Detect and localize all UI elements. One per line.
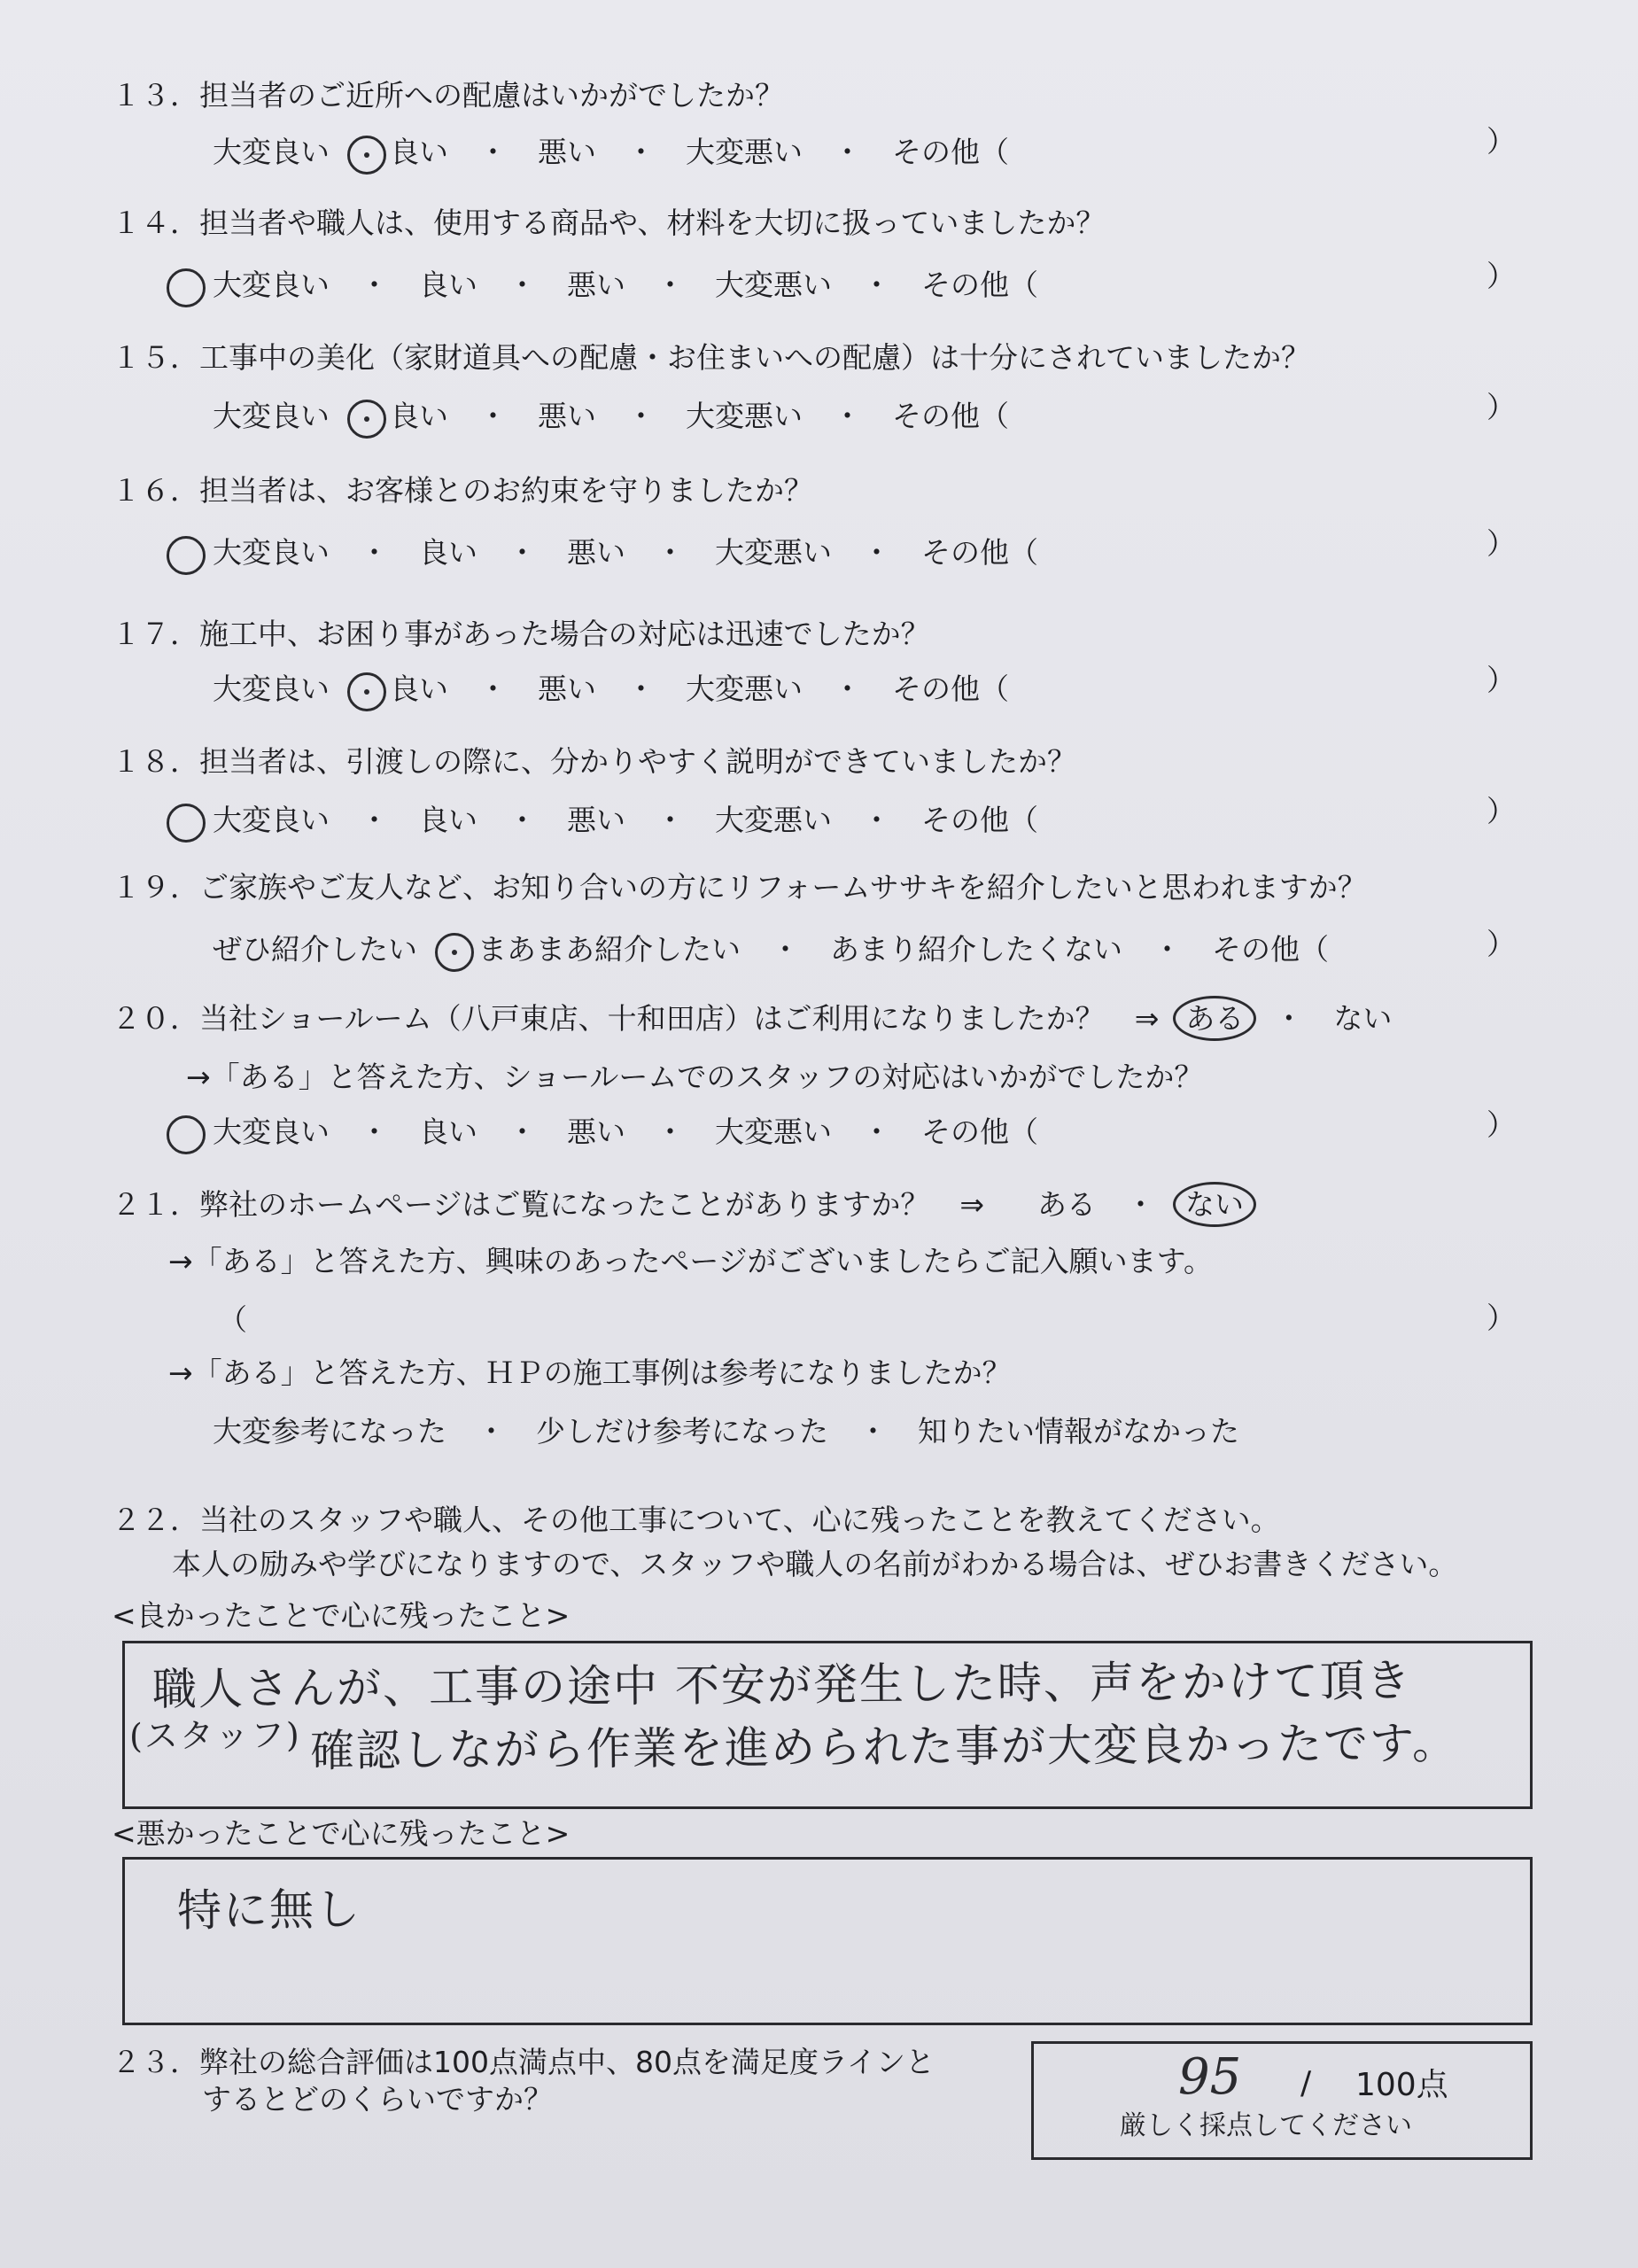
q23-question-line2: するとどのくらいですか？ <box>202 2082 553 2117</box>
q17-opt-3[interactable]: 大変悪い <box>686 672 803 706</box>
q14-opt-2[interactable]: 悪い <box>567 268 625 302</box>
selected-mark-icon <box>167 804 206 843</box>
q16-opt-1[interactable]: 良い <box>419 535 477 570</box>
q17-opt-2[interactable]: 悪い <box>538 672 596 706</box>
selected-mark-icon <box>167 1115 206 1154</box>
q16-opt-0[interactable]: 大変良い <box>213 535 330 571</box>
q14-question: １４．担当者や職人は、使用する商品や、材料を大切に扱っていましたか？ <box>112 206 1106 240</box>
q13-close: ） <box>1487 124 1516 159</box>
q13-opt-0[interactable]: 大変良い <box>213 135 330 169</box>
score-value: 95 <box>1178 2048 1242 2106</box>
q21-opt-0[interactable]: 大変参考になった <box>213 1414 446 1449</box>
q22-good-label: <良かったことで心に残ったこと> <box>112 1598 571 1633</box>
q14-opt-1[interactable]: 良い <box>419 268 477 302</box>
selected-mark-icon <box>435 933 474 972</box>
q20-opt-1[interactable]: 良い <box>419 1115 477 1149</box>
score-slash: / <box>1300 2065 1312 2101</box>
q15-opt-1[interactable]: 良い <box>390 399 448 434</box>
q14-opt-0[interactable]: 大変良い <box>213 268 330 303</box>
q22-question: ２２．当社のスタッフや職人、その他工事について、心に残ったことを教えてください。 <box>112 1503 1280 1537</box>
score-hint: 厳しく採点してください <box>1120 2110 1412 2141</box>
q20-opt-4[interactable]: その他（ <box>921 1115 1038 1149</box>
good-comment-line2: 確認しながら作業を進められた事が大変良かったです。 <box>309 1717 1459 1777</box>
q23-question-line1: ２３．弊社の総合評価は100点満点中、80点を満足度ラインと <box>112 2045 935 2079</box>
q21-open-paren: （ <box>218 1302 247 1337</box>
q19-question: １９．ご家族やご友人など、お知り合いの方にリフォームササキを紹介したいと思われますか？ <box>112 870 1367 905</box>
q15-opt-4[interactable]: その他（ <box>892 399 1009 433</box>
bad-comment-text: 特に無し <box>176 1884 362 1937</box>
q21-opt-2[interactable]: 知りたい情報がなかった <box>918 1414 1239 1449</box>
q16-question: １６．担当者は、お客様とのお約束を守りましたか？ <box>112 473 813 508</box>
good-comment-line1: 職人さんが、工事の途中 不安が発生した時、声をかけて頂き <box>151 1655 1413 1715</box>
q16-opt-2[interactable]: 悪い <box>567 535 625 570</box>
selected-mark-icon <box>1173 996 1256 1041</box>
q21-arrow: ⇒ <box>959 1187 984 1222</box>
q19-options: ぜひ紹介したい まあまあ紹介したい ・ あまり紹介したくない ・ その他（ <box>213 932 1329 967</box>
q15-options: 大変良い 良い ・ 悪い ・ 大変悪い ・ その他（ <box>213 399 1009 434</box>
q22-bad-label: <悪かったことで心に残ったこと> <box>112 1816 571 1851</box>
q18-opt-2[interactable]: 悪い <box>567 803 625 837</box>
selected-mark-icon <box>347 400 386 439</box>
q18-opt-0[interactable]: 大変良い <box>213 803 330 838</box>
q13-question: １３．担当者のご近所への配慮はいかがでしたか？ <box>112 78 784 113</box>
q20-no[interactable]: ない <box>1333 1001 1393 1036</box>
q20-options: 大変良い ・ 良い ・ 悪い ・ 大変悪い ・ その他（ <box>213 1115 1038 1150</box>
selected-mark-icon <box>167 536 206 575</box>
q21-close: ） <box>1487 1301 1516 1335</box>
q19-opt-0[interactable]: ぜひ紹介したい <box>213 932 417 967</box>
q15-close: ） <box>1487 390 1516 424</box>
q17-opt-1[interactable]: 良い <box>390 672 448 707</box>
q17-options: 大変良い 良い ・ 悪い ・ 大変悪い ・ その他（ <box>213 672 1009 707</box>
q17-close: ） <box>1487 663 1516 697</box>
q14-options: 大変良い ・ 良い ・ 悪い ・ 大変悪い ・ その他（ <box>213 268 1038 303</box>
q21-followup1: →「ある」と答えた方、興味のあったページがございましたらご記入願います。 <box>168 1244 1214 1278</box>
q20-arrow: ⇒ <box>1134 1001 1160 1036</box>
q13-options: 大変良い 良い ・ 悪い ・ 大変悪い ・ その他（ <box>213 135 1009 170</box>
good-comment-tag: (スタッフ) <box>128 1715 301 1756</box>
q18-question: １８．担当者は、引渡しの際に、分かりやすく説明ができていましたか？ <box>112 744 1076 779</box>
q15-question: １５．工事中の美化（家財道具への配慮・お住まいへの配慮）は十分にされていましたか？ <box>112 340 1310 375</box>
q20-followup: →「ある」と答えた方、ショールームでのスタッフの対応はいかがでしたか？ <box>186 1060 1204 1094</box>
q13-opt-4[interactable]: その他（ <box>892 135 1009 169</box>
q18-close: ） <box>1487 794 1516 828</box>
q22-note: 本人の励みや学びになりますので、スタッフや職人の名前がわかる場合は、ぜひお書きください。 <box>172 1547 1458 1581</box>
q16-close: ） <box>1487 526 1516 561</box>
q14-close: ） <box>1487 259 1516 293</box>
selected-mark-icon <box>347 672 386 711</box>
q14-opt-4[interactable]: その他（ <box>921 268 1038 302</box>
q19-opt-1[interactable]: まあまあ紹介したい <box>477 932 741 967</box>
q19-opt-3[interactable]: その他（ <box>1212 932 1329 967</box>
q20-opt-2[interactable]: 悪い <box>567 1115 625 1149</box>
q21-followup2: →「ある」と答えた方、ＨＰの施工事例は参考になりましたか？ <box>168 1355 1012 1390</box>
q15-opt-2[interactable]: 悪い <box>538 399 596 433</box>
q20-opt-0[interactable]: 大変良い <box>213 1115 330 1150</box>
q20-yes[interactable]: ある <box>1185 1001 1244 1036</box>
q15-opt-3[interactable]: 大変悪い <box>686 399 803 433</box>
q13-opt-3[interactable]: 大変悪い <box>686 135 803 169</box>
q21-no[interactable]: ない <box>1185 1187 1244 1222</box>
score-max: 100点 <box>1355 2067 1448 2103</box>
q18-opt-3[interactable]: 大変悪い <box>715 803 832 837</box>
q13-opt-2[interactable]: 悪い <box>538 135 596 169</box>
q16-opt-4[interactable]: その他（ <box>921 535 1038 570</box>
q21-options: 大変参考になった ・ 少しだけ参考になった ・ 知りたい情報がなかった <box>213 1414 1239 1449</box>
q18-options: 大変良い ・ 良い ・ 悪い ・ 大変悪い ・ その他（ <box>213 803 1038 838</box>
q20-opt-3[interactable]: 大変悪い <box>715 1115 832 1149</box>
q21-yes[interactable]: ある <box>1037 1187 1096 1222</box>
q20-question: ２０．当社ショールーム（八戸東店、十和田店）はご利用になりましたか？ ⇒ ある ・ ない <box>112 1001 1392 1037</box>
q17-opt-4[interactable]: その他（ <box>892 672 1009 706</box>
q17-question: １７．施工中、お困り事があった場合の対応は迅速でしたか？ <box>112 617 930 651</box>
q18-opt-1[interactable]: 良い <box>419 803 477 837</box>
q13-opt-1[interactable]: 良い <box>390 135 448 170</box>
q16-options: 大変良い ・ 良い ・ 悪い ・ 大変悪い ・ その他（ <box>213 535 1038 571</box>
q14-opt-3[interactable]: 大変悪い <box>715 268 832 302</box>
q16-opt-3[interactable]: 大変悪い <box>715 535 832 570</box>
selected-mark-icon <box>167 268 206 307</box>
q21-opt-1[interactable]: 少しだけ参考になった <box>536 1414 828 1449</box>
selected-mark-icon <box>347 136 386 175</box>
q21-question: ２１．弊社のホームページはご覧になったことがありますか？ ⇒ ある ・ ない <box>112 1187 1244 1223</box>
q15-opt-0[interactable]: 大変良い <box>213 399 330 433</box>
selected-mark-icon <box>1173 1182 1256 1227</box>
q17-opt-0[interactable]: 大変良い <box>213 672 330 706</box>
q20-close: ） <box>1487 1107 1516 1142</box>
q18-opt-4[interactable]: その他（ <box>921 803 1038 837</box>
q19-opt-2[interactable]: あまり紹介したくない <box>830 932 1122 967</box>
q19-close: ） <box>1487 927 1516 961</box>
